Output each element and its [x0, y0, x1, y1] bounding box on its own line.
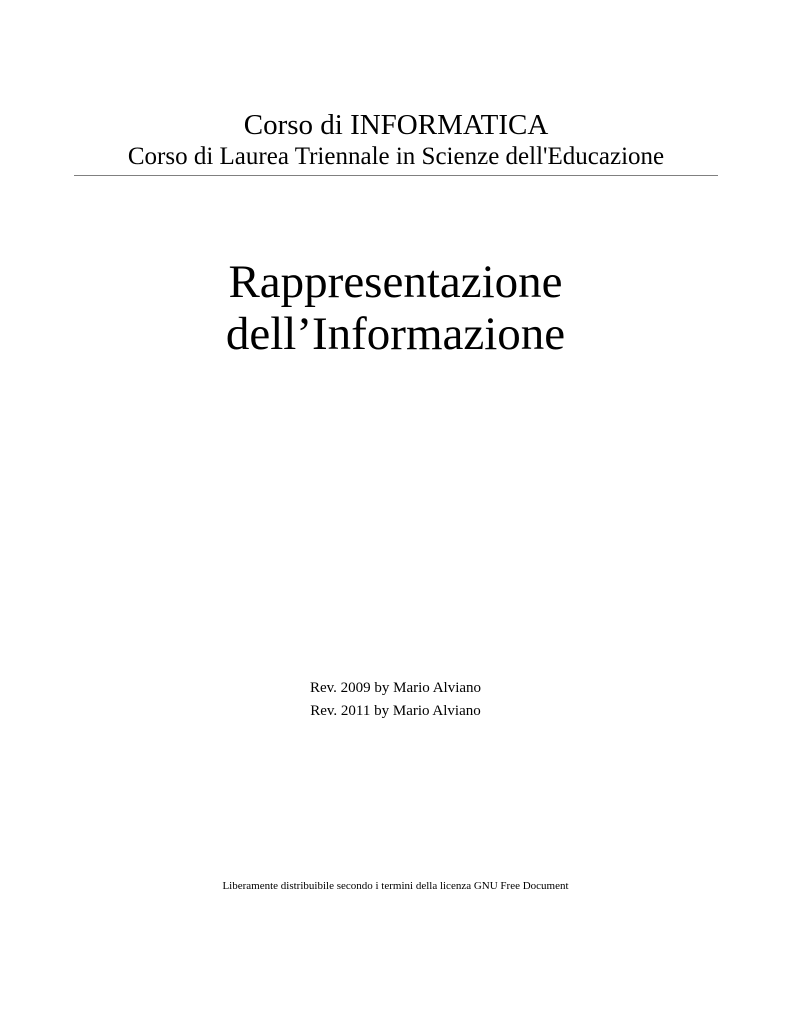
revision-entry: Rev. 2011 by Mario Alviano — [310, 703, 481, 719]
document-title-line-2: dell’Informazione — [225, 308, 566, 360]
document-title-line-1: Rappresentazione — [228, 256, 563, 308]
degree-program: Corso di Laurea Triennale in Scienze dell'Educazione — [127, 143, 665, 170]
revision-list — [0, 677, 791, 723]
revision-entry: Rev. 2009 by Mario Alviano — [309, 680, 482, 696]
document-title — [0, 256, 791, 360]
header-divider — [74, 175, 718, 176]
page-header — [74, 108, 718, 172]
course-title: Corso di INFORMATICA — [243, 109, 549, 141]
license-notice: Liberamente distribuibile secondo i termini della licenza GNU Free Document — [222, 880, 569, 892]
